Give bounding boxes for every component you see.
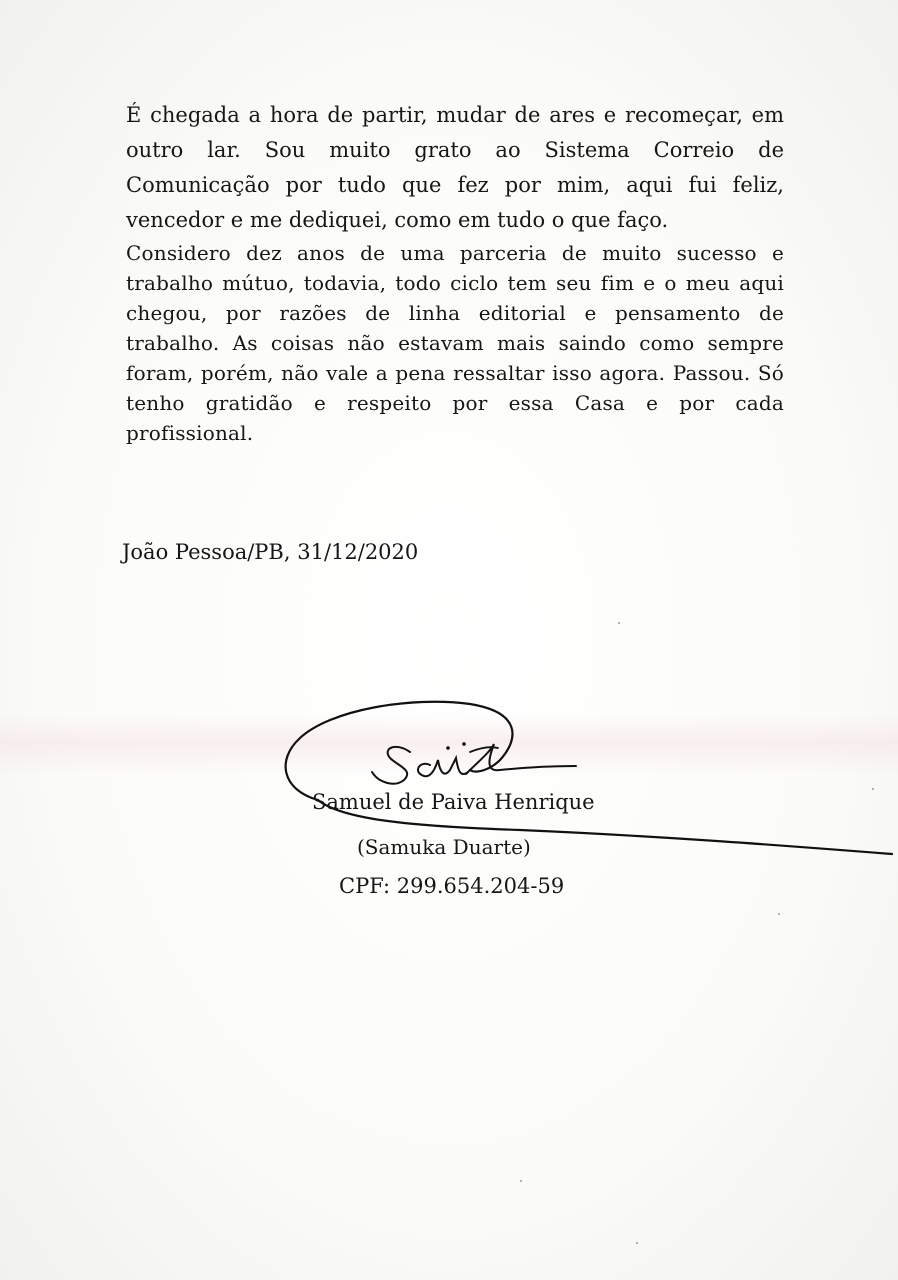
paper-speck [778, 913, 780, 915]
paper-speck [520, 1180, 522, 1182]
signer-name: Samuel de Paiva Henrique [312, 790, 595, 814]
paragraph-farewell: É chegada a hora de partir, mudar de ares e recomeçar, em outro lar. Sou muito grato ao Sistema Correio de Comunicação por tudo que fez por mim, aqui fui feliz, vencedor e me dediquei, como em tudo o que faço. [126, 103, 784, 232]
signer-alias: (Samuka Duarte) [357, 835, 531, 859]
paper-speck [618, 622, 620, 624]
paper-speck [872, 788, 874, 790]
place-date: João Pessoa/PB, 31/12/2020 [122, 540, 419, 564]
paragraph-partnership: Considero dez anos de uma parceria de muito sucesso e trabalho mútuo, todavia, todo ciclo tem seu fim e o meu aqui chegou, por razões de linha editorial e pensamento de trabalho. As coisas não estavam mais saindo como sempre foram, porém, não vale a pena ressaltar isso agora. Passou. Só tenho gratidão e respeito por essa Casa e por cada profissional. [126, 241, 784, 445]
signer-cpf: CPF: 299.654.204-59 [339, 874, 565, 898]
paper-stain [0, 715, 898, 775]
paper-speck [636, 1242, 638, 1244]
